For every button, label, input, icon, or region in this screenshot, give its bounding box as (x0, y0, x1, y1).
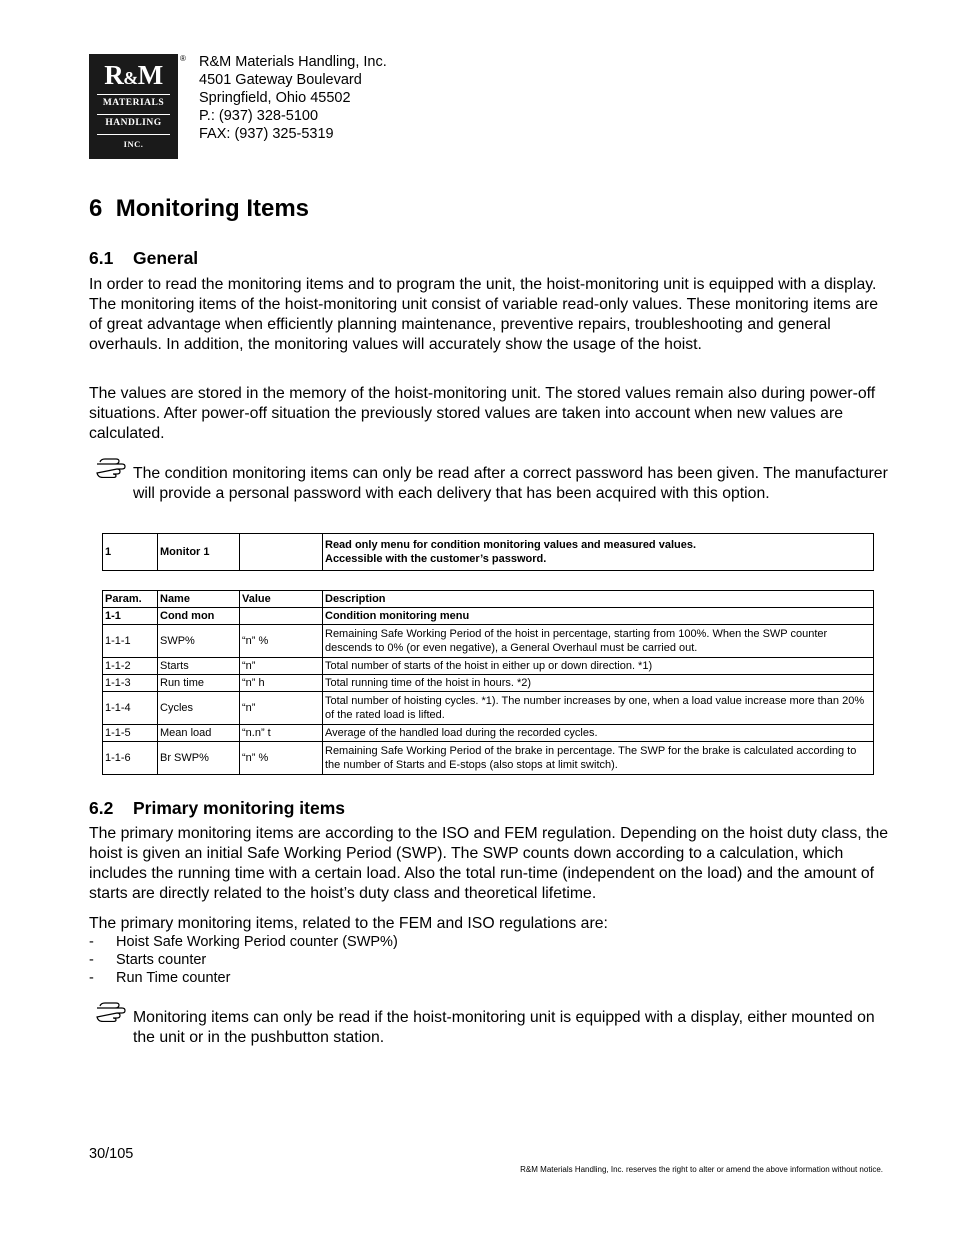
param-cell: 1-1 (103, 608, 158, 625)
column-header: Description (323, 591, 874, 608)
logo-monogram: R&M (104, 60, 163, 90)
list-item: - Starts counter (89, 952, 207, 968)
primary-paragraph-2: The primary monitoring items, related to the FEM and ISO regulations are: (89, 915, 608, 932)
description-cell: Remaining Safe Working Period of the brake in percentage. The SWP for the brake is calculated according to the number of Starts and E-stops (also stops at limit switch). (323, 742, 874, 775)
description-cell: Remaining Safe Working Period of the hoist in percentage, starting from 100%. When the SWP counter descends to 0% (or even negative), a General Overhaul must be carried out. (323, 625, 874, 658)
address-line: Springfield, Ohio 45502 (199, 90, 351, 106)
description-cell: Total number of hoisting cycles. *1). The number increases by one, when a load value increase more than 20% of the rated load is lifted. (323, 692, 874, 725)
address-line: P.: (937) 328-5100 (199, 108, 319, 124)
name-cell: SWP% (158, 625, 240, 658)
name-cell: Cycles (158, 692, 240, 725)
section-heading-general: 6.1 General (89, 248, 199, 268)
logo-word-inc: INC. (123, 139, 144, 149)
value-cell: “n” (240, 658, 323, 675)
address-line: FAX: (937) 325-5319 (199, 126, 334, 142)
display-note (89, 1008, 889, 1048)
column-header: Param. (103, 591, 158, 608)
note-text: The condition monitoring items can only be read after a correct password has been given. The manufacturer will provide a personal password with each delivery that has been acquired with this option. (133, 465, 888, 502)
param-cell: 1-1-2 (103, 658, 158, 675)
logo-word-materials: MATERIALS (102, 98, 165, 108)
table-header-row (103, 591, 874, 608)
column-header: Name (158, 591, 240, 608)
menu-name-cell: Monitor 1 (158, 534, 240, 571)
name-cell: Cond mon (158, 608, 240, 625)
address-line: R&M Materials Handling, Inc. (199, 54, 387, 70)
general-paragraph-1: In order to read the monitoring items and to program the unit, the hoist-monitoring unit is equipped with a display. The monitoring items of the hoist-monitoring unit consist of variable read-only values. These monitoring items are of great advantage when efficiently planning maintenance, preventive repairs, troubleshooting and general overhauls. In addition, the monitoring values will accurately show the usage of the hoist. (89, 276, 879, 353)
table-row (103, 692, 874, 725)
address-line: 4501 Gateway Boulevard (199, 72, 362, 88)
name-cell: Run time (158, 675, 240, 692)
list-item: - Hoist Safe Working Period counter (SWP%) (89, 934, 398, 950)
value-cell: “n” % (240, 742, 323, 775)
description-cell: Total running time of the hoist in hours. *2) (323, 675, 874, 692)
table-row (103, 675, 874, 692)
table-row (103, 742, 874, 775)
list-item: - Run Time counter (89, 970, 231, 986)
param-cell: 1-1-6 (103, 742, 158, 775)
value-cell: “n” (240, 692, 323, 725)
primary-items-list (89, 933, 398, 987)
table-row (103, 725, 874, 742)
registered-mark: ® (180, 54, 186, 63)
primary-paragraph-1: The primary monitoring items are according to the ISO and FEM regulation. Depending on the hoist duty class, the hoist is given an initial Safe Working Period (SWP). The SWP counts down according to a calculation, which includes the running time with a certain load. Also the total run-time (independent on the load) and the amount of starts are directly related to the hoist’s duty class and theoretical lifetime. (89, 825, 889, 902)
section-heading-primary: 6.2 Primary monitoring items (89, 798, 345, 818)
page-number: 30/105 (89, 1146, 134, 1162)
chapter-heading: 6 Monitoring Items (89, 195, 310, 222)
description-cell: Total number of starts of the hoist in either up or down direction. *1) (323, 658, 874, 675)
name-cell: Br SWP% (158, 742, 240, 775)
param-cell: 1-1-4 (103, 692, 158, 725)
password-note (89, 464, 889, 504)
name-cell: Starts (158, 658, 240, 675)
menu-table (102, 533, 874, 571)
parameter-table (102, 590, 874, 775)
param-cell: 1-1-5 (103, 725, 158, 742)
menu-description-cell: Read only menu for condition monitoring values and measured values. Accessible with the customer’s password. (323, 534, 874, 571)
column-header: Value (240, 591, 323, 608)
general-paragraph-2: The values are stored in the memory of the hoist-monitoring unit. The stored values remain also during power-off situations. After power-off situation the previously stored values are taken into account when new values are calculated. (89, 385, 876, 442)
note-text: Monitoring items can only be read if the hoist-monitoring unit is equipped with a display, either mounted on the unit or in the pushbutton station. (133, 1009, 875, 1046)
menu-value-cell (240, 534, 323, 571)
pointing-hand-icon (95, 456, 131, 478)
table-row (103, 534, 874, 571)
menu-id-cell: 1 (103, 534, 158, 571)
value-cell: “n” h (240, 675, 323, 692)
logo-word-handling: HANDLING (105, 118, 162, 128)
name-cell: Mean load (158, 725, 240, 742)
description-cell: Condition monitoring menu (323, 608, 874, 625)
value-cell (240, 608, 323, 625)
value-cell: “n” % (240, 625, 323, 658)
table-row (103, 658, 874, 675)
param-cell: 1-1-1 (103, 625, 158, 658)
company-logo (89, 54, 178, 159)
footer-disclaimer: R&M Materials Handling, Inc. reserves the right to alter or amend the above information without notice. (520, 1165, 883, 1174)
value-cell: “n.n” t (240, 725, 323, 742)
table-row (103, 625, 874, 658)
pointing-hand-icon (95, 1000, 131, 1022)
param-cell: 1-1-3 (103, 675, 158, 692)
description-cell: Average of the handled load during the recorded cycles. (323, 725, 874, 742)
company-address (199, 53, 387, 143)
table-row (103, 608, 874, 625)
